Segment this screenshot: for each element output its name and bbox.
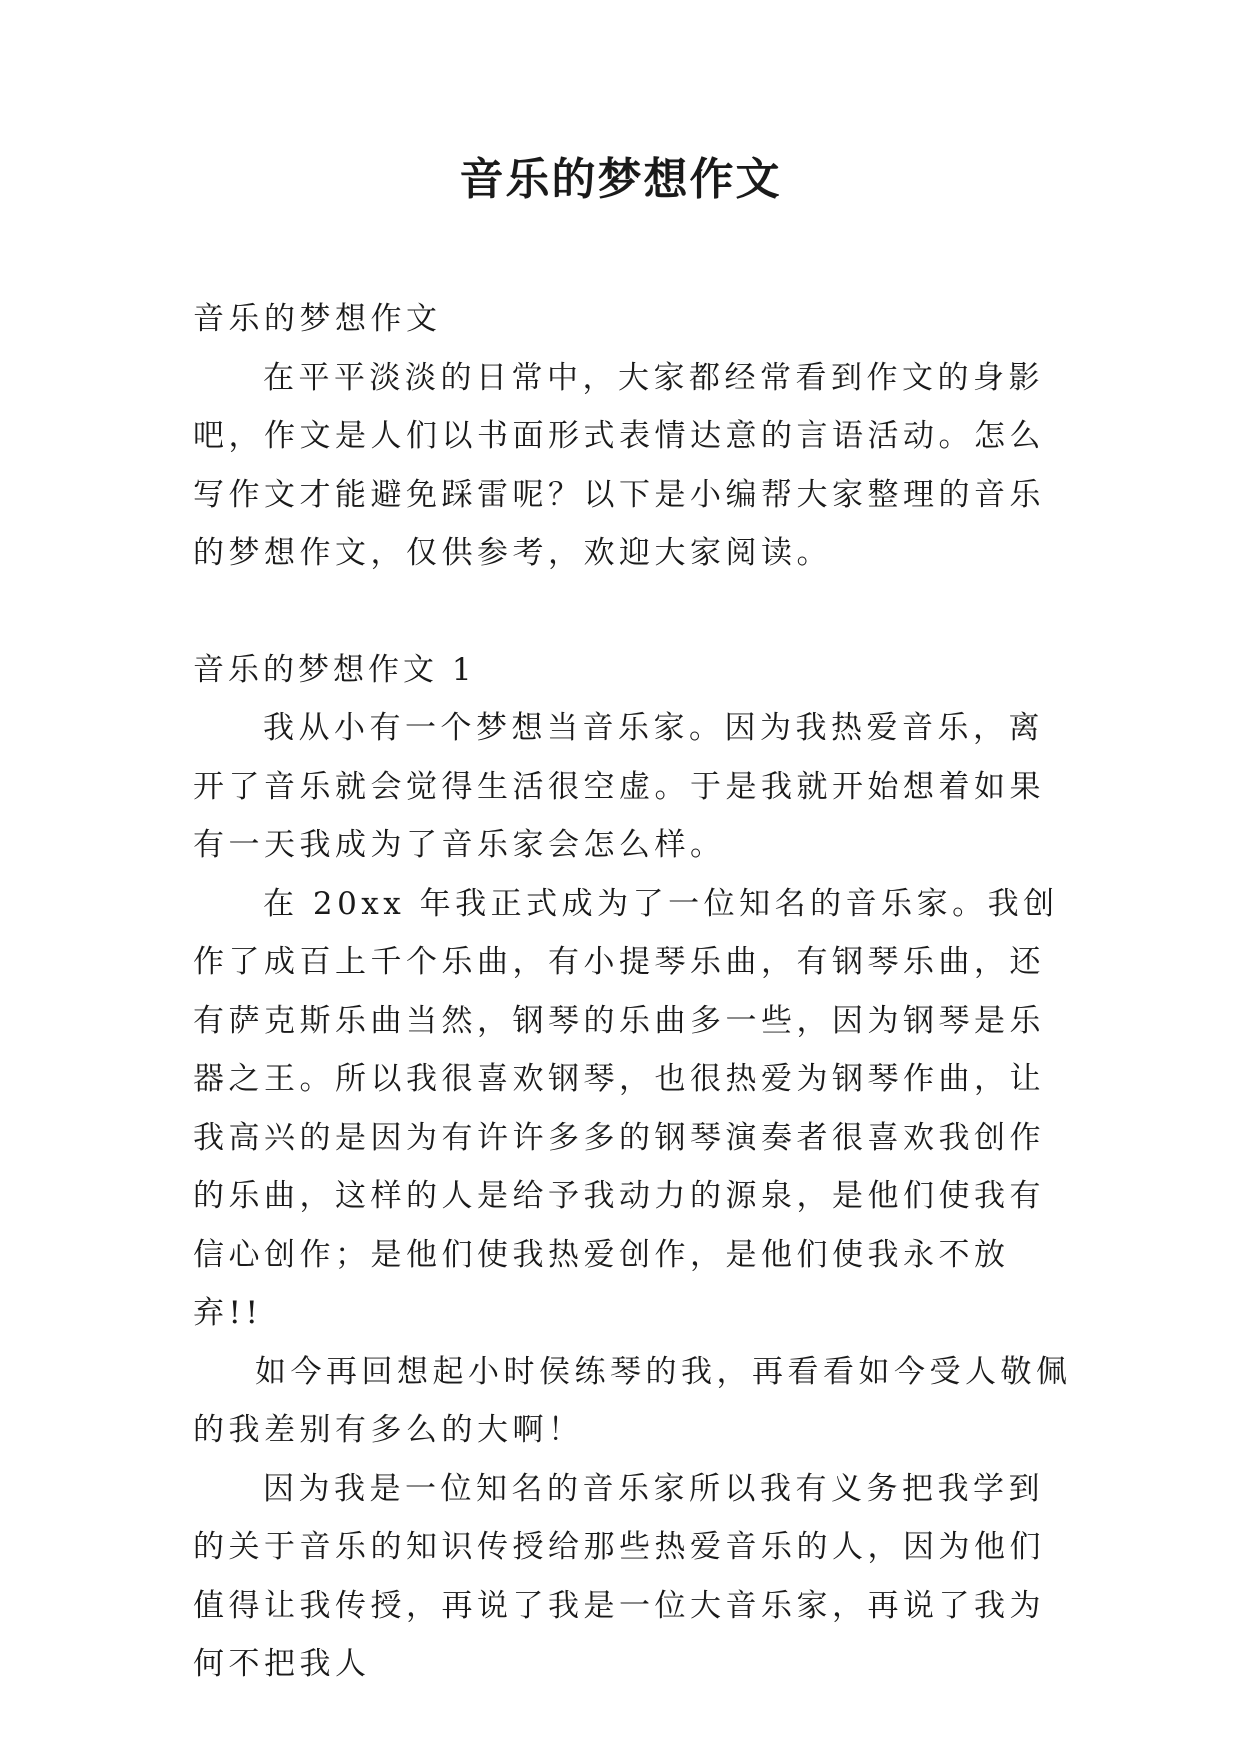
body-paragraph: 在 20xx 年我正式成为了一位知名的音乐家。我创作了成百上千个乐曲，有小提琴乐曲，有钢琴乐曲，还有萨克斯乐曲当然，钢琴的乐曲多一些，因为钢琴是乐器之王。所以我很喜欢钢琴，也很热爱为钢琴作曲，让我高兴的是因为有许许多多的钢琴演奏者很喜欢我创作的乐曲，这样的人是给予我动力的源泉，是他们使我有信心创作；是他们使我热爱创作，是他们使我永不放弃!!	[193, 885, 1059, 1331]
body-paragraph: 如今再回想起小时侯练琴的我，再看看如今受人敬佩的我差别有多么的大啊！	[193, 1353, 1072, 1448]
document-title: 音乐的梦想作文	[459, 154, 782, 205]
intro-paragraph: 在平平淡淡的日常中，大家都经常看到作文的身影吧，作文是人们以书面形式表情达意的言语活动。怎么写作文才能避免踩雷呢？以下是小编帮大家整理的音乐的梦想作文，仅供参考，欢迎大家阅读。	[193, 359, 1045, 571]
body-paragraph: 因为我是一位知名的音乐家所以我有义务把我学到的关于音乐的知识传授给那些热爱音乐的人，因为他们值得让我传授，再说了我是一位大音乐家，再说了我为何不把我人	[193, 1470, 1045, 1682]
body-paragraph: 我从小有一个梦想当音乐家。因为我热爱音乐，离开了音乐就会觉得生活很空虚。于是我就开始想着如果有一天我成为了音乐家会怎么样。	[193, 710, 1045, 863]
paragraph-gap	[193, 583, 1073, 641]
document-body	[193, 290, 1073, 1694]
section-heading: 音乐的梦想作文 1	[193, 651, 476, 688]
document-subtitle: 音乐的梦想作文	[193, 301, 442, 337]
